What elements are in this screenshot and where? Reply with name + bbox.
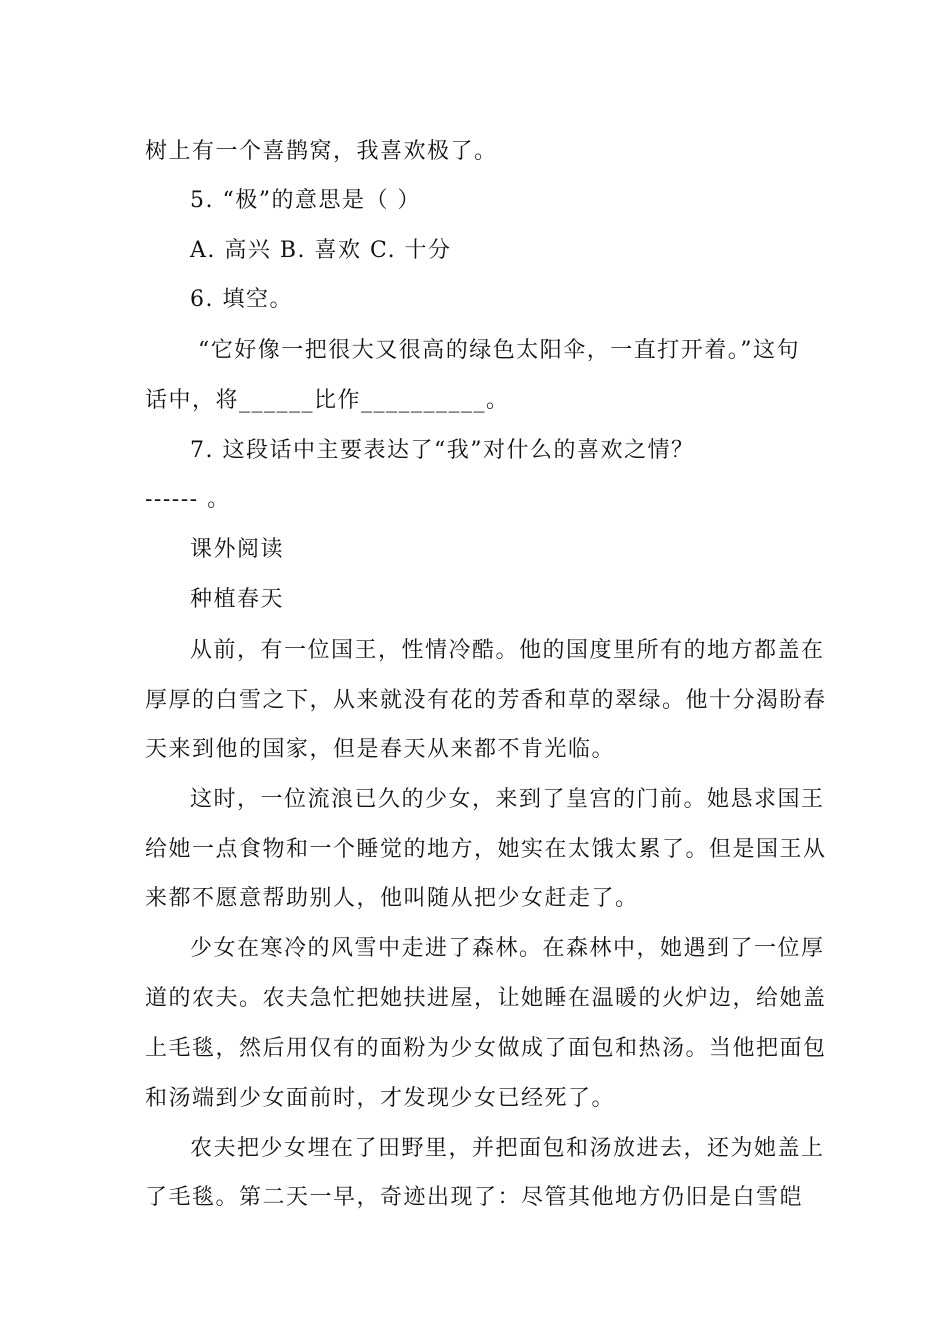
passage-line: 树上有一个喜鹊窝，我喜欢极了。 xyxy=(145,139,498,164)
story-title: 种植春天 xyxy=(190,587,285,612)
story-line: 给她一点食物和一个睡觉的地方，她实在太饿太累了。但是国王从 xyxy=(145,837,827,862)
question-5: 5. “极”的意思是（ ） xyxy=(190,188,421,213)
question-7: 7. 这段话中主要表达了“我”对什么的喜欢之情？ xyxy=(190,438,695,463)
story-line: 从前，有一位国王，性情冷酷。他的国度里所有的地方都盖在 xyxy=(190,638,825,663)
question-5-options: A. 高兴 B. 喜欢 C. 十分 xyxy=(190,238,452,263)
question-6-quote: “它好像一把很大又很高的绿色太阳伞，一直打开着。”这句 xyxy=(198,338,800,363)
story-line: 和汤端到少女面前时，才发现少女已经死了。 xyxy=(145,1086,616,1111)
story-line: 上毛毯，然后用仅有的面粉为少女做成了面包和热汤。当他把面包 xyxy=(145,1036,827,1061)
story-line: 道的农夫。农夫急忙把她扶进屋，让她睡在温暖的火炉边，给她盖 xyxy=(145,986,827,1011)
section-heading: 课外阅读 xyxy=(190,537,285,562)
story-line: 来都不愿意帮助别人，他叫随从把少女赶走了。 xyxy=(145,886,639,911)
story-line: 天来到他的国家，但是春天从来都不肯光临。 xyxy=(145,737,616,762)
question-7-answer-blank: ------ 。 xyxy=(145,487,231,512)
story-line: 农夫把少女埋在了田野里，并把面包和汤放进去，还为她盖上 xyxy=(190,1136,825,1161)
story-line: 少女在寒冷的风雪中走进了森林。在森林中，她遇到了一位厚 xyxy=(190,936,825,961)
story-line: 这时，一位流浪已久的少女，来到了皇宫的门前。她恳求国王 xyxy=(190,787,825,812)
question-6-blank: 话中，将______比作__________。 xyxy=(145,388,510,413)
story-line: 了毛毯。第二天一早，奇迹出现了：尽管其他地方仍旧是白雪皑 xyxy=(145,1185,804,1210)
story-line: 厚厚的白雪之下，从来就没有花的芳香和草的翠绿。他十分渴盼春 xyxy=(145,688,827,713)
question-6: 6. 填空。 xyxy=(190,287,293,312)
